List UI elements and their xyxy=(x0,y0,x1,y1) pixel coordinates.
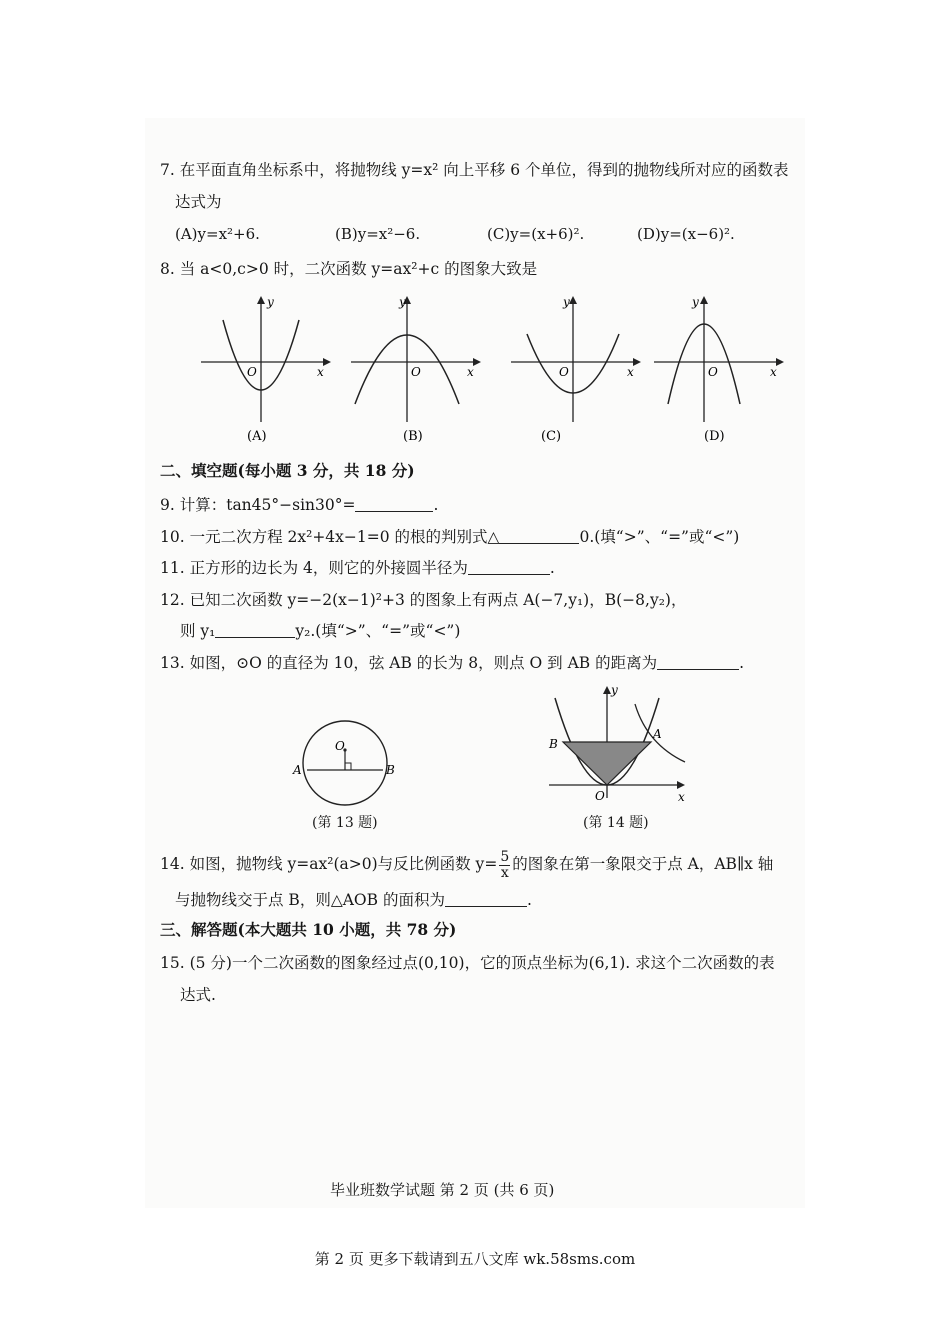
axis-y-label: y xyxy=(692,295,699,309)
q14-blank[interactable] xyxy=(445,892,527,907)
q8-graph-d xyxy=(648,292,788,444)
q9 xyxy=(160,495,438,515)
q15-line1: 15. (5 分)一个二次函数的图象经过点(0,10)，它的顶点坐标为(6,1). 求这个二次函数的表 xyxy=(160,954,775,972)
graph-b-label: (B) xyxy=(403,429,423,444)
origin-label: O xyxy=(247,365,257,379)
q14-fraction xyxy=(499,850,510,881)
q8-stem: 8. 当 a<0,c>0 时，二次函数 y=ax²+c 的图象大致是 xyxy=(160,260,538,278)
axis-x-label: x xyxy=(467,365,474,379)
fig14-label-b: B xyxy=(549,737,558,751)
q7-option-a: (A)y=x²+6. xyxy=(175,225,260,243)
origin-label: O xyxy=(708,365,718,379)
q14-end: . xyxy=(526,891,532,909)
q9-text: 9. 计算：tan45°−sin30°= xyxy=(160,496,356,514)
graph-d-label: (D) xyxy=(704,429,725,444)
section-3-heading: 三、解答题(本大题共 10 小题，共 78 分) xyxy=(160,920,457,939)
graph-c-label: (C) xyxy=(541,429,562,444)
q8-graph-c xyxy=(505,292,645,444)
axis-y-label: y xyxy=(563,295,570,309)
q8-graph-a xyxy=(195,292,335,444)
axis-x-label: x xyxy=(627,365,634,379)
q14-line1 xyxy=(160,847,773,881)
q11-end: . xyxy=(549,559,555,577)
q10-blank[interactable] xyxy=(499,529,579,544)
q12-line2-pre: 则 y₁ xyxy=(180,622,216,640)
page-footer: 毕业班数学试题 第 2 页 (共 6 页) xyxy=(330,1181,555,1199)
q10-end: 0.(填“>”、“=”或“<”) xyxy=(579,528,740,546)
q7-line2: 达式为 xyxy=(175,193,222,211)
q14-line1-post: 的图象在第一象限交于点 A，AB∥x 轴 xyxy=(512,855,774,873)
axis-y-label: y xyxy=(267,295,274,309)
bottom-download-note: 第 2 页 更多下载请到五八文库 wk.58sms.com xyxy=(314,1250,636,1268)
q8-graph-b xyxy=(345,292,485,444)
q13-blank[interactable] xyxy=(657,655,739,670)
fig14-axis-y: y xyxy=(611,683,618,697)
fig14-label-o: O xyxy=(595,789,605,803)
q11-blank[interactable] xyxy=(468,560,550,575)
fig13-label-o: O xyxy=(335,739,345,753)
q12-line2 xyxy=(180,621,460,641)
q13-text: 13. 如图，⊙O 的直径为 10，弦 AB 的长为 8，则点 O 到 AB 的距离为 xyxy=(160,654,658,672)
q9-end: . xyxy=(433,496,439,514)
q14-line2-text: 与抛物线交于点 B，则△AOB 的面积为 xyxy=(175,891,445,909)
q7-option-c: (C)y=(x+6)². xyxy=(487,225,585,243)
q14-frac-num: 5 xyxy=(500,848,510,865)
origin-label: O xyxy=(559,365,569,379)
axis-y-label: y xyxy=(399,295,406,309)
q14-frac-den: x xyxy=(500,864,509,881)
axis-x-label: x xyxy=(317,365,324,379)
q11-text: 11. 正方形的边长为 4，则它的外接圆半径为 xyxy=(160,559,468,577)
q15-line2: 达式. xyxy=(180,986,216,1004)
q14-line2 xyxy=(175,890,532,910)
fig14-axis-x: x xyxy=(678,790,685,804)
q7-option-d: (D)y=(x−6)². xyxy=(637,225,735,243)
fig14-caption: (第 14 题) xyxy=(583,815,649,831)
fig13-label-b: B xyxy=(386,763,395,777)
origin-label: O xyxy=(411,365,421,379)
q10 xyxy=(160,527,739,547)
q12-line2-post: y₂.(填“>”、“=”或“<”) xyxy=(295,622,461,640)
fig13-caption: (第 13 题) xyxy=(312,815,378,831)
q13 xyxy=(160,653,744,673)
graph-a-label: (A) xyxy=(247,429,267,444)
fig14-label-a: A xyxy=(653,727,662,741)
section-2-heading: 二、填空题(每小题 3 分，共 18 分) xyxy=(160,461,415,480)
q13-end: . xyxy=(739,654,745,672)
q12-line1: 12. 已知二次函数 y=−2(x−1)²+3 的图象上有两点 A(−7,y₁)，B(−8,y₂)， xyxy=(160,591,687,609)
q12-blank[interactable] xyxy=(215,623,295,638)
q14-line1-pre: 14. 如图，抛物线 y=ax²(a>0)与反比例函数 y= xyxy=(160,855,498,873)
q9-blank[interactable] xyxy=(355,497,433,512)
q11 xyxy=(160,558,555,578)
q10-text: 10. 一元二次方程 2x²+4x−1=0 的根的判别式△ xyxy=(160,528,500,546)
fig14-parabola-diagram xyxy=(535,680,695,810)
axis-x-label: x xyxy=(770,365,777,379)
q7-option-b: (B)y=x²−6. xyxy=(335,225,421,243)
fig13-label-a: A xyxy=(293,763,302,777)
q7-line1: 7. 在平面直角坐标系中，将抛物线 y=x² 向上平移 6 个单位，得到的抛物线所对应的函数表 xyxy=(160,161,789,179)
